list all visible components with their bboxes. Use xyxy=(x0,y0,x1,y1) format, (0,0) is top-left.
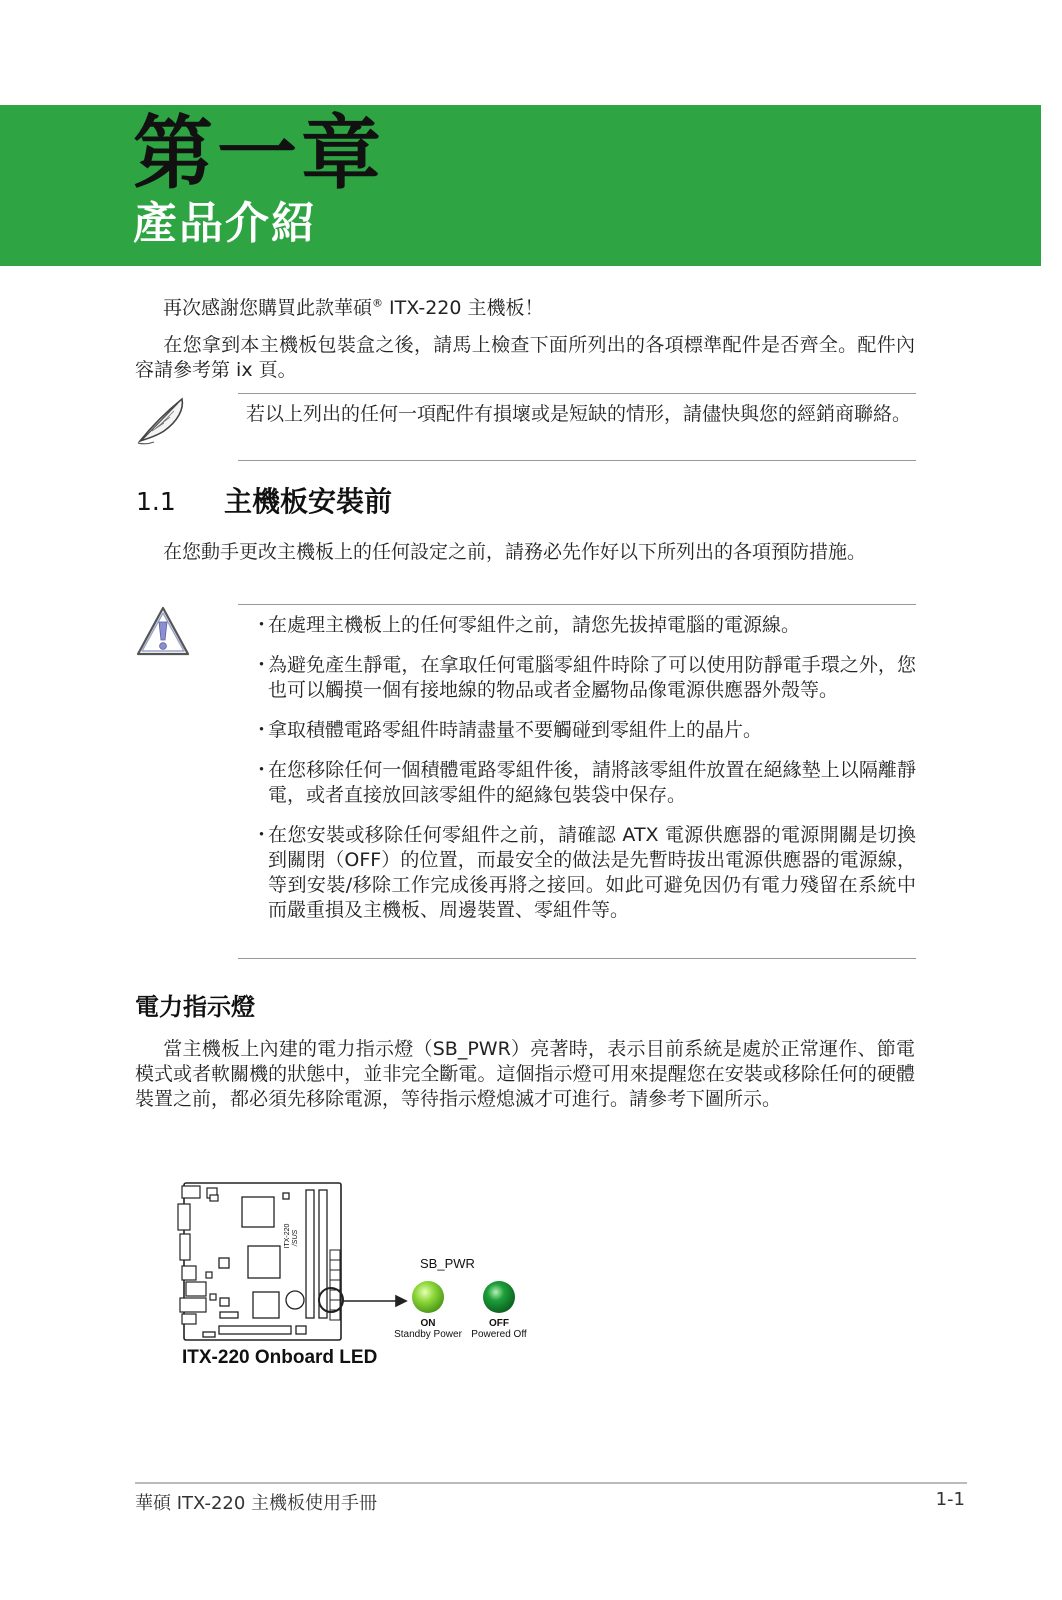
led-off-indicator xyxy=(483,1281,515,1313)
figure-caption: ITX-220 Onboard LED xyxy=(182,1347,378,1368)
caution-item-text: 拿取積體電路零組件時請盡量不要觸碰到零組件上的晶片。 xyxy=(268,719,763,741)
chapter-title: 產品介紹 xyxy=(133,198,317,249)
led-name-label: SB_PWR xyxy=(420,1256,475,1271)
power-led-paragraph xyxy=(135,1037,915,1112)
registered-mark: ® xyxy=(372,296,384,310)
caution-top-rule xyxy=(238,604,916,605)
bullet: ・ xyxy=(252,824,272,846)
battery xyxy=(286,1291,304,1309)
led-on-sublabel: Standby Power xyxy=(394,1329,462,1340)
section-intro xyxy=(135,540,915,565)
page-number: 1-1 xyxy=(935,1489,965,1510)
section-title: 主機板安裝前 xyxy=(224,485,393,518)
note-top-rule xyxy=(238,393,916,394)
led-off-sublabel: Powered Off xyxy=(471,1329,527,1340)
caution-item-text: 在處理主機板上的任何零組件之前，請您先拔掉電腦的電源線。 xyxy=(268,614,801,636)
caution-item xyxy=(252,823,916,923)
caution-item xyxy=(252,613,916,638)
footer-rule xyxy=(135,1482,967,1484)
bullet: ・ xyxy=(252,759,272,781)
intro-paragraph-2 xyxy=(135,333,915,383)
chapter-number: 第一章 xyxy=(133,107,385,200)
caution-item xyxy=(252,653,916,703)
section-number: 1.1 xyxy=(136,487,176,516)
caution-item xyxy=(252,718,916,743)
pointer-arrow xyxy=(343,1296,406,1306)
section-intro-text: 在您動手更改主機板上的任何設定之前，請務必先作好以下所列出的各項預防措施。 xyxy=(163,541,867,563)
caution-bottom-rule xyxy=(238,958,916,959)
caution-item-text: 在您安裝或移除任何零組件之前，請確認 ATX 電源供應器的電源開關是切換到關閉（OFF）的位置，而最安全的做法是先暫時拔出電源供應器的電源線，等到安裝/移除工作完成後再將之接回。如此可避免因仍有電力殘留在系統中而嚴重損及主機板、周邊裝置、零組件等。 xyxy=(268,824,916,921)
power-led-heading: 電力指示燈 xyxy=(135,993,255,1021)
caution-item-text: 在您移除任何一個積體電路零組件後，請將該零組件放置在絕緣墊上以隔離靜電，或者直接放回該零組件的絕緣包裝袋中保存。 xyxy=(268,759,916,806)
bullet: ・ xyxy=(252,719,272,741)
intro-text: 再次感謝您購買此款華碩 xyxy=(163,297,373,319)
bullet: ・ xyxy=(252,614,272,636)
note-bottom-rule xyxy=(238,460,916,461)
bullet: ・ xyxy=(252,654,272,676)
caution-list xyxy=(252,613,916,938)
led-off-label: OFF xyxy=(489,1318,509,1329)
rear-io-ports xyxy=(178,1186,218,1324)
caution-item-text: 為避免產生靜電，在拿取任何電腦零組件時除了可以使用防靜電手環之外，您也可以觸摸一個有接地線的物品或者金屬物品像電源供應器外殼等。 xyxy=(268,654,916,701)
note-text: 若以上列出的任何一項配件有損壞或是短缺的情形，請儘快與您的經銷商聯絡。 xyxy=(246,403,912,425)
intro-paragraph-2-text: 在您拿到本主機板包裝盒之後，請馬上檢查下面所列出的各項標準配件是否齊全。配件內容請參考第 ix 頁。 xyxy=(135,334,915,381)
feather-pen-icon xyxy=(134,395,190,447)
chips xyxy=(203,1193,306,1337)
brand-marking: /SUS xyxy=(292,1229,299,1247)
dimm-slots xyxy=(306,1190,327,1318)
intro-paragraph-1 xyxy=(135,296,915,321)
intro-model-text: ITX-220 主機板！ xyxy=(383,297,544,319)
board-marking: ITX-220 xyxy=(284,1223,291,1249)
board-outline xyxy=(184,1183,341,1340)
caution-item xyxy=(252,758,916,808)
footer-title: 華碩 ITX-220 主機板使用手冊 xyxy=(135,1493,378,1514)
led-on-indicator xyxy=(412,1281,444,1313)
led-on-label: ON xyxy=(420,1318,436,1329)
led-locator xyxy=(319,1288,343,1312)
atx-power-connector xyxy=(330,1250,340,1320)
warning-triangle-icon xyxy=(134,604,192,660)
power-led-text: 當主機板上內建的電力指示燈（SB_PWR）亮著時，表示目前系統是處於正常運作、節電模式或者軟關機的狀態中，並非完全斷電。這個指示燈可用來提醒您在安裝或移除任何的硬體裝置之前，都必須先移除電源，等待指示燈熄滅才可進行。請參考下圖所示。 xyxy=(135,1038,915,1110)
